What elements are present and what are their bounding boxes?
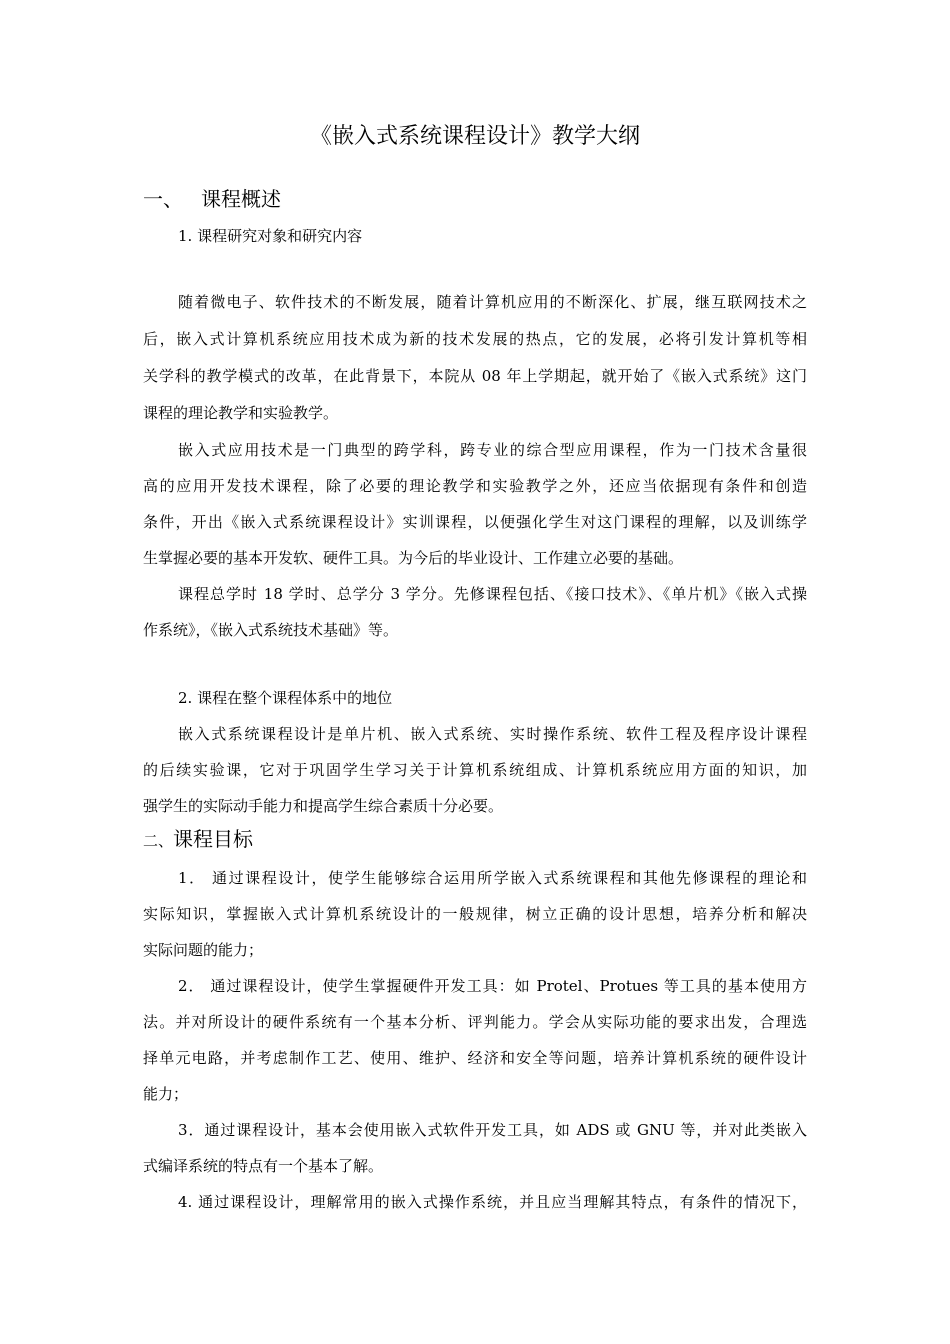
section-title: 课程目标: [173, 827, 254, 851]
paragraph-line: 的后续实验课，它对于巩固学生学习关于计算机系统组成、计算机系统应用方面的知识，加: [143, 761, 807, 779]
paragraph-line: 关学科的教学模式的改革，在此背景下，本院从 08 年上学期起，就开始了《嵌入式系统》这门: [143, 367, 807, 385]
goal-line: 4. 通过课程设计，理解常用的嵌入式操作系统，并且应当理解其特点，有条件的情况下，: [178, 1193, 807, 1211]
section-number: 二、: [143, 832, 174, 850]
paragraph-line: 随着微电子、软件技术的不断发展，随着计算机应用的不断深化、扩展，继互联网技术之: [178, 293, 807, 311]
goal-line: 实际知识，掌握嵌入式计算机系统设计的一般规律，树立正确的设计思想，培养分析和解决: [143, 905, 807, 923]
paragraph-line: 高的应用开发技术课程，除了必要的理论教学和实验教学之外，还应当依据现有条件和创造: [143, 477, 807, 495]
section-number: 一、: [143, 187, 183, 211]
goal-line: 法。并对所设计的硬件系统有一个基本分析、评判能力。学会从实际功能的要求出发，合理选: [143, 1013, 807, 1031]
paragraph-line: 嵌入式应用技术是一门典型的跨学科，跨专业的综合型应用课程，作为一门技术含量很: [178, 441, 807, 459]
paragraph-line: 作系统》，《嵌入式系统技术基础》等。: [143, 621, 399, 639]
section-heading-overview: [143, 184, 281, 214]
paragraph-line: 嵌入式系统课程设计是单片机、嵌入式系统、实时操作系统、软件工程及程序设计课程: [178, 725, 807, 743]
goal-line: 择单元电路，并考虑制作工艺、使用、维护、经济和安全等问题，培养计算机系统的硬件设计: [143, 1049, 807, 1067]
goal-line: 式编译系统的特点有一个基本了解。: [143, 1157, 384, 1175]
paragraph-line: 后，嵌入式计算机系统应用技术成为新的技术发展的热点，它的发展，必将引发计算机等相: [143, 330, 807, 348]
paragraph-line: 条件，开出《嵌入式系统课程设计》实训课程，以便强化学生对这门课程的理解，以及训练学: [143, 513, 807, 531]
subsection-heading: 1. 课程研究对象和研究内容: [178, 227, 363, 245]
section-title: 课程概述: [201, 187, 281, 211]
goal-line: 1． 通过课程设计，使学生能够综合运用所学嵌入式系统课程和其他先修课程的理论和: [178, 869, 807, 887]
subsection-heading: 2. 课程在整个课程体系中的地位: [178, 689, 393, 707]
section-heading-goals: [143, 824, 253, 856]
paragraph-line: 课程总学时 18 学时、总学分 3 学分。先修课程包括、《接口技术》、《单片机》《嵌入式操: [178, 585, 807, 603]
goal-line: 3．通过课程设计，基本会使用嵌入式软件开发工具，如 ADS 或 GNU 等，并对此类嵌入: [178, 1121, 807, 1139]
goal-line: 能力；: [143, 1085, 189, 1103]
paragraph-line: 生掌握必要的基本开发软、硬件工具。为今后的毕业设计、工作建立必要的基础。: [143, 549, 684, 567]
document-title: 《嵌入式系统课程设计》教学大纲: [309, 124, 640, 149]
goal-line: 2． 通过课程设计，使学生掌握硬件开发工具：如 Protel、Protues 等工具的基本使用方: [178, 977, 807, 995]
goal-line: 实际问题的能力；: [143, 941, 264, 959]
paragraph-line: 课程的理论教学和实验教学。: [143, 404, 339, 422]
paragraph-line: 强学生的实际动手能力和提高学生综合素质十分必要。: [143, 797, 504, 815]
